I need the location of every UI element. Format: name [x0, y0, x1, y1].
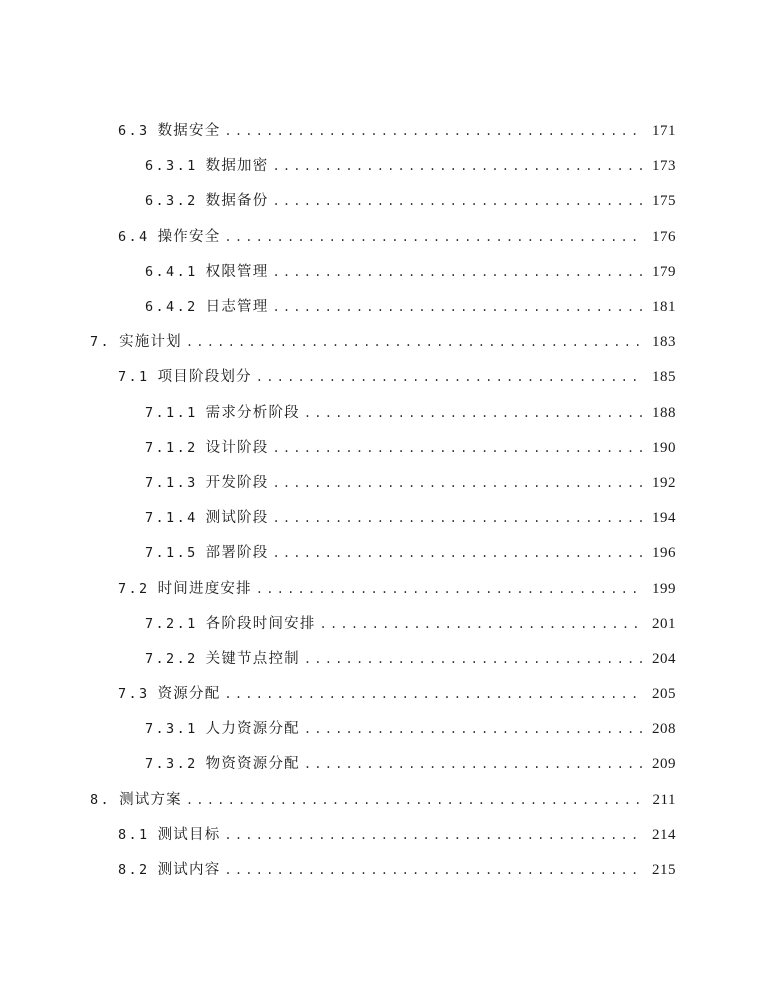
toc-entry-number: 6.3.1	[145, 158, 198, 175]
toc-entry-page-number: 208	[652, 721, 676, 738]
toc-entry-title: 关键节点控制	[205, 650, 300, 667]
toc-entry[interactable]	[0, 218, 765, 253]
toc-entry-title: 数据备份	[205, 193, 269, 210]
toc-dot-leader	[272, 441, 644, 455]
toc-entry-page-number: 175	[652, 193, 676, 210]
toc-entry-page-number: 179	[652, 263, 676, 280]
toc-entry-line	[145, 612, 676, 633]
toc-dot-leader	[272, 300, 644, 314]
toc-entry-number: 7.2	[118, 580, 150, 597]
toc-entry[interactable]	[0, 358, 765, 393]
toc-entry-line	[145, 541, 676, 562]
toc-entry[interactable]	[0, 534, 765, 569]
toc-entry-number: 7.1.3	[145, 474, 198, 491]
toc-entry-line	[145, 647, 676, 668]
toc-entry-page-number: 205	[652, 686, 676, 703]
toc-entry-title: 数据安全	[157, 123, 221, 140]
toc-dot-leader	[304, 406, 644, 420]
toc-entry-line	[90, 330, 676, 351]
toc-entry-title: 实施计划	[119, 334, 182, 351]
toc-entry-page-number: 171	[652, 123, 676, 140]
toc-entry-number: 7.2.2	[145, 650, 198, 667]
toc-entry-number: 7.1	[118, 369, 150, 386]
toc-entry-number: 8.2	[118, 862, 150, 879]
toc-entry[interactable]	[0, 745, 765, 780]
toc-entry-line	[145, 471, 676, 492]
toc-dot-leader	[186, 793, 644, 807]
toc-entry-title: 测试方案	[119, 791, 182, 808]
toc-entry[interactable]	[0, 112, 765, 147]
toc-entry[interactable]	[0, 429, 765, 464]
toc-dot-leader	[186, 335, 644, 349]
toc-entry-title: 人力资源分配	[205, 721, 300, 738]
toc-entry-title: 各阶段时间安排	[205, 615, 316, 632]
toc-dot-leader	[256, 370, 644, 384]
toc-entry-number: 8.1	[118, 826, 150, 843]
toc-entry-page-number: 176	[652, 228, 676, 245]
toc-entry-number: 7.3	[118, 686, 150, 703]
toc-entry-line	[118, 682, 676, 703]
toc-entry-line	[90, 788, 676, 809]
toc-entry[interactable]	[0, 710, 765, 745]
toc-dot-leader	[224, 124, 644, 138]
toc-dot-leader	[272, 159, 644, 173]
toc-entry-line	[145, 154, 676, 175]
toc-entry-line	[118, 823, 676, 844]
toc-entry[interactable]	[0, 499, 765, 534]
toc-dot-leader	[272, 511, 644, 525]
toc-entry-page-number: 183	[652, 334, 676, 351]
toc-entry-page-number: 185	[652, 369, 676, 386]
toc-entry-title: 测试阶段	[205, 510, 269, 527]
toc-entry-number: 8.	[90, 791, 112, 808]
toc-entry[interactable]	[0, 816, 765, 851]
toc-entry-number: 6.4.1	[145, 263, 198, 280]
toc-entry-line	[118, 119, 676, 140]
toc-entry[interactable]	[0, 323, 765, 358]
toc-entry[interactable]	[0, 253, 765, 288]
toc-entry[interactable]	[0, 851, 765, 886]
toc-entry-number: 6.3	[118, 123, 150, 140]
toc-entry-line	[145, 506, 676, 527]
toc-entry-title: 资源分配	[157, 686, 221, 703]
toc-entry-title: 物资资源分配	[205, 756, 300, 773]
toc-entry-title: 时间进度安排	[157, 580, 252, 597]
toc-entry[interactable]	[0, 640, 765, 675]
toc-entry-number: 7.1.1	[145, 404, 198, 421]
toc-entry-number: 7.1.4	[145, 510, 198, 527]
toc-entry-title: 需求分析阶段	[205, 404, 300, 421]
toc-entry-line	[145, 401, 676, 422]
toc-entry-title: 部署阶段	[205, 545, 269, 562]
toc-entry-page-number: 188	[652, 404, 676, 421]
toc-entry-number: 6.4.2	[145, 299, 198, 316]
toc-dot-leader	[272, 476, 644, 490]
toc-entry-title: 测试目标	[157, 826, 221, 843]
toc-dot-leader	[320, 617, 644, 631]
toc-entry-page-number: 211	[652, 791, 676, 808]
toc-entry[interactable]	[0, 464, 765, 499]
toc-entry-number: 7.3.1	[145, 721, 198, 738]
toc-entry-page-number: 190	[652, 439, 676, 456]
toc-dot-leader	[304, 652, 644, 666]
toc-dot-leader	[272, 546, 644, 560]
toc-entry-page-number: 181	[652, 299, 676, 316]
toc-entry-page-number: 215	[652, 862, 676, 879]
toc-entry-line	[118, 577, 676, 598]
toc-entry[interactable]	[0, 781, 765, 816]
toc-entry-page-number: 209	[652, 756, 676, 773]
toc-entry[interactable]	[0, 569, 765, 604]
toc-dot-leader	[256, 582, 644, 596]
toc-entry-line	[145, 260, 676, 281]
toc-dot-leader	[224, 687, 644, 701]
toc-entry-number: 7.1.5	[145, 545, 198, 562]
toc-entry-title: 设计阶段	[205, 439, 269, 456]
toc-dot-leader	[272, 265, 644, 279]
toc-entry-page-number: 196	[652, 545, 676, 562]
toc-entry-page-number: 204	[652, 650, 676, 667]
toc-entry-page-number: 214	[652, 826, 676, 843]
toc-entry-page-number: 199	[652, 580, 676, 597]
toc-entry-title: 日志管理	[205, 299, 269, 316]
toc-entry[interactable]	[0, 605, 765, 640]
toc-entry[interactable]	[0, 675, 765, 710]
toc-entry-line	[145, 717, 676, 738]
toc-entry-number: 7.	[90, 334, 112, 351]
toc-entry-number: 7.3.2	[145, 756, 198, 773]
toc-entry-line	[145, 189, 676, 210]
toc-entry[interactable]	[0, 182, 765, 217]
toc-entry-title: 开发阶段	[205, 474, 269, 491]
toc-entry-title: 测试内容	[157, 862, 221, 879]
toc-entry-line	[145, 295, 676, 316]
toc-entry-line	[118, 225, 676, 246]
toc-entry-title: 项目阶段划分	[157, 369, 252, 386]
toc-dot-leader	[272, 194, 644, 208]
toc-entry-line	[118, 858, 676, 879]
toc-entry-line	[145, 752, 676, 773]
toc-entry-page-number: 201	[652, 615, 676, 632]
toc-entry-page-number: 173	[652, 158, 676, 175]
toc-entry-page-number: 192	[652, 474, 676, 491]
toc-dot-leader	[224, 230, 644, 244]
toc-entry-title: 操作安全	[157, 228, 221, 245]
toc-entry-title: 数据加密	[205, 158, 269, 175]
toc-entry-line	[145, 436, 676, 457]
toc-entry-line	[118, 365, 676, 386]
toc-entry-number: 6.3.2	[145, 193, 198, 210]
toc-entry[interactable]	[0, 147, 765, 182]
toc-entry-number: 7.1.2	[145, 439, 198, 456]
toc-entry-number: 7.2.1	[145, 615, 198, 632]
toc-dot-leader	[224, 863, 644, 877]
toc-entry[interactable]	[0, 394, 765, 429]
toc-dot-leader	[224, 828, 644, 842]
toc-dot-leader	[304, 757, 644, 771]
table-of-contents	[0, 112, 765, 886]
toc-entry-title: 权限管理	[205, 263, 269, 280]
toc-entry-number: 6.4	[118, 228, 150, 245]
toc-entry-page-number: 194	[652, 510, 676, 527]
toc-entry[interactable]	[0, 288, 765, 323]
toc-dot-leader	[304, 722, 644, 736]
